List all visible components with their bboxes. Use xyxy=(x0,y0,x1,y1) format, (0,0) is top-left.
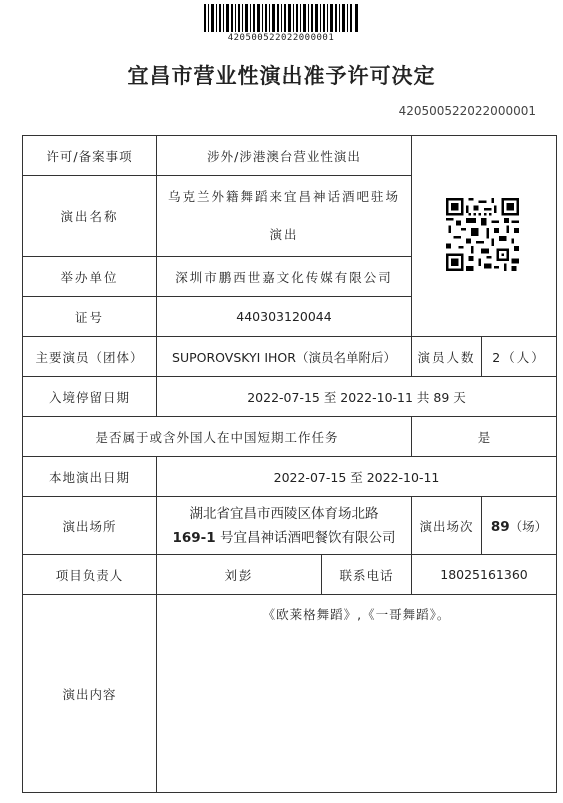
session-count-number: 89 xyxy=(490,518,510,535)
manager-label: 项目负责人 xyxy=(23,555,157,595)
cert-no-label: 证号 xyxy=(23,297,157,337)
session-count-label: 演出场次 xyxy=(412,497,482,555)
content-value: 《欧莱格舞蹈》,《一哥舞蹈》。 xyxy=(157,595,557,793)
entry-stay-label: 入境停留日期 xyxy=(23,377,157,417)
document-number: 420500522022000001 xyxy=(398,104,536,118)
short-work-label: 是否属于或含外国人在中国短期工作任务 xyxy=(23,417,412,457)
venue-label: 演出场所 xyxy=(23,497,157,555)
session-count-value xyxy=(482,497,557,555)
manager-value: 刘彭 xyxy=(157,555,322,595)
document-title: 宜昌市营业性演出准予许可决定 xyxy=(127,63,436,88)
permit-type-value: 涉外/涉港澳台营业性演出 xyxy=(157,136,412,176)
content-label: 演出内容 xyxy=(23,595,157,793)
row-manager xyxy=(23,555,557,595)
performer-count-label: 演员人数 xyxy=(412,337,482,377)
phone-label: 联系电话 xyxy=(322,555,412,595)
barcode-number: 420500522022000001 xyxy=(227,33,335,43)
show-name-line1: 乌克兰外籍舞蹈来宜昌神话酒吧驻场 xyxy=(167,189,400,204)
session-count-unit: （场） xyxy=(509,518,548,534)
row-short-work xyxy=(23,417,557,457)
row-venue xyxy=(23,497,557,555)
local-dates-label: 本地演出日期 xyxy=(23,457,157,497)
barcode xyxy=(204,4,358,32)
main-performer-value: SUPOROVSKYI IHOR（演员名单附后） xyxy=(157,337,412,377)
permit-type-label: 许可/备案事项 xyxy=(23,136,157,176)
venue-line2-rest: 号宜昌神话酒吧餐饮有限公司 xyxy=(215,529,396,546)
main-performer-label: 主要演员（团体） xyxy=(23,337,157,377)
show-name-line2: 演出 xyxy=(269,227,299,242)
organizer-value: 深圳市鹏西世嘉文化传媒有限公司 xyxy=(157,257,412,297)
venue-line1: 湖北省宜昌市西陵区体育场北路 xyxy=(189,505,379,522)
venue-line2 xyxy=(157,526,411,550)
row-entry-stay xyxy=(23,377,557,417)
venue-number: 169-1 xyxy=(172,529,216,546)
performer-count-value: 2（人） xyxy=(482,337,557,377)
show-name-value xyxy=(157,176,412,257)
show-name-label: 演出名称 xyxy=(23,176,157,257)
entry-stay-value: 2022-07-15 至 2022-10-11 共 89 天 xyxy=(157,377,557,417)
row-content xyxy=(23,595,557,793)
venue-value xyxy=(157,497,412,555)
cert-no-value: 440303120044 xyxy=(157,297,412,337)
short-work-value: 是 xyxy=(412,417,557,457)
row-local-dates xyxy=(23,457,557,497)
row-permit-type xyxy=(23,136,557,176)
organizer-label: 举办单位 xyxy=(23,257,157,297)
local-dates-value: 2022-07-15 至 2022-10-11 xyxy=(157,457,557,497)
qr-code xyxy=(446,198,519,271)
phone-value: 18025161360 xyxy=(412,555,557,595)
row-main-performer xyxy=(23,337,557,377)
